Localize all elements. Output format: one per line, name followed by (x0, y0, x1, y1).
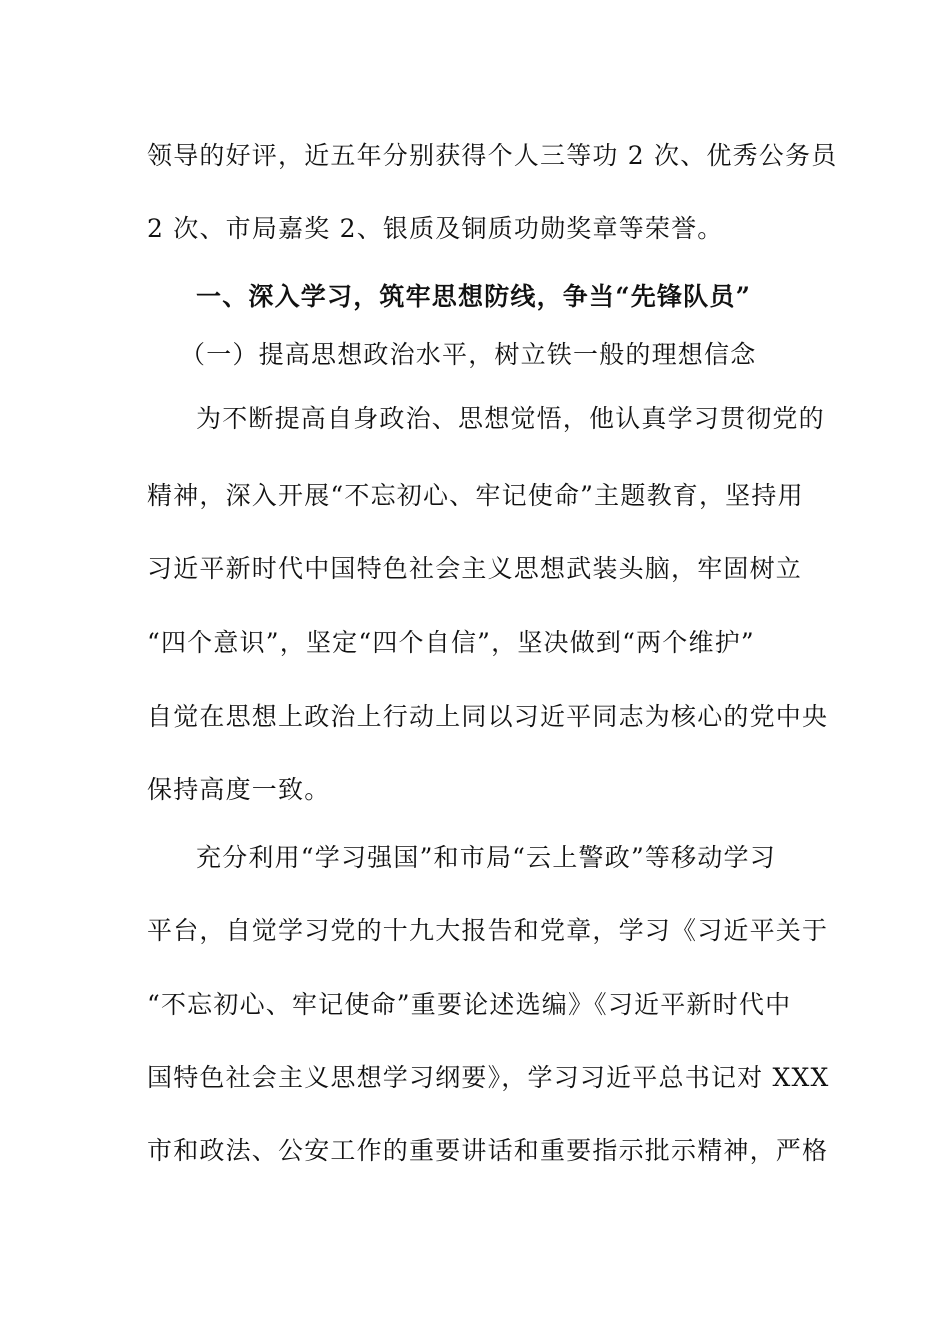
subsection-heading: （一）提高思想政治水平，树立铁一般的理想信念 (180, 340, 757, 369)
body-text-line: 平台，自觉学习党的十九大报告和党章，学习《习近平关于 (147, 916, 829, 945)
body-text-line: “不忘初心、牢记使命”重要论述选编》《习近平新时代中 (147, 990, 792, 1019)
body-text-line: 2 次、市局嘉奖 2、银质及铜质功勋奖章等荣誉。 (147, 214, 724, 243)
body-text-line: “四个意识”，坚定“四个自信”，坚决做到“两个维护” (147, 628, 755, 657)
section-heading: 一、深入学习，筑牢思想防线，争当“先锋队员” (196, 282, 752, 311)
body-text-line: 市和政法、公安工作的重要讲话和重要指示批示精神，严格 (147, 1136, 829, 1165)
body-text-line: 保持高度一致。 (147, 775, 331, 804)
paragraph-first-line: 为不断提高自身政治、思想觉悟，他认真学习贯彻党的 (196, 404, 825, 433)
paragraph-first-line: 充分利用“学习强国”和市局“云上警政”等移动学习 (196, 843, 776, 872)
body-text-line: 精神，深入开展“不忘初心、牢记使命”主题教育，坚持用 (147, 481, 804, 510)
body-text-line: 国特色社会主义思想学习纲要》，学习习近平总书记对 XXX (147, 1063, 830, 1092)
body-text-line: 习近平新时代中国特色社会主义思想武装头脑，牢固树立 (147, 554, 803, 583)
body-text-line: 自觉在思想上政治上行动上同以习近平同志为核心的党中央 (147, 702, 829, 731)
body-text-line: 领导的好评，近五年分别获得个人三等功 2 次、优秀公务员 (147, 141, 838, 170)
